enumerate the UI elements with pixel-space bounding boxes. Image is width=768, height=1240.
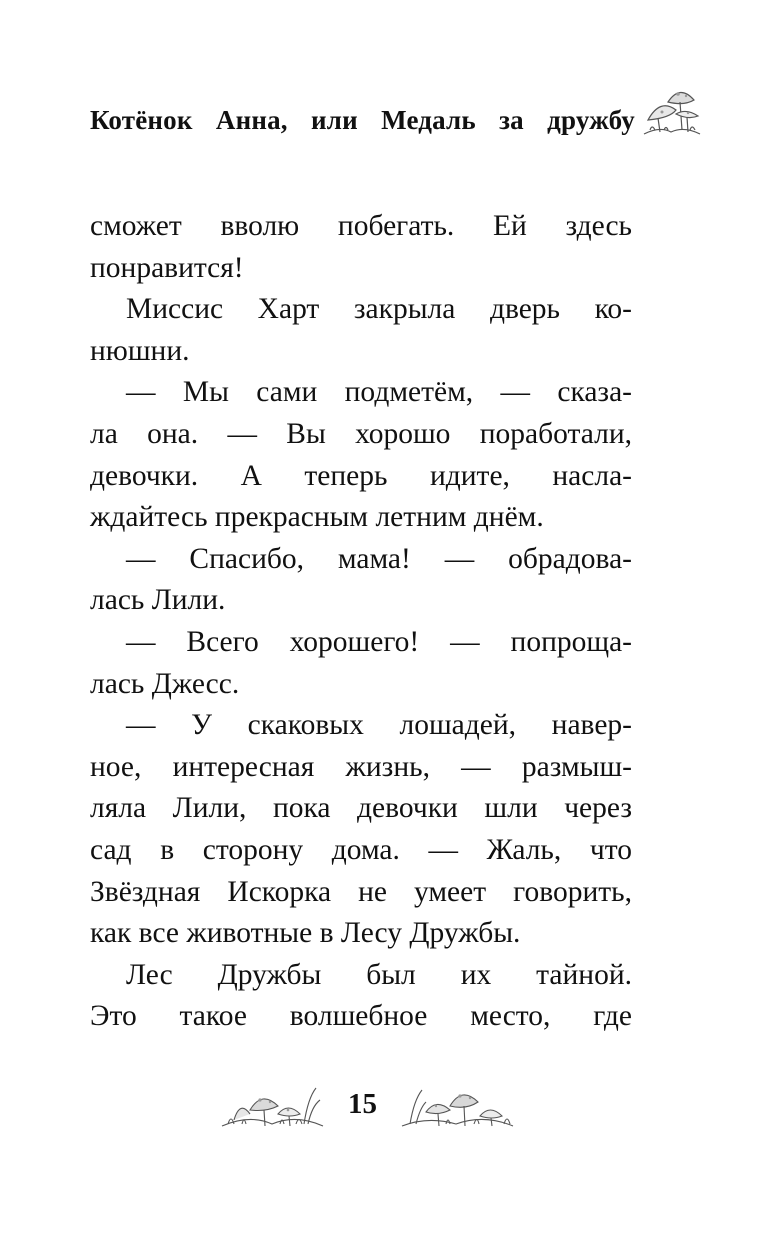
page-footer	[220, 1070, 550, 1140]
text-line: — Спасибо, мама! — обрадова-	[126, 542, 632, 575]
mushroom-grass-icon	[400, 1080, 515, 1132]
text-line: Это такое волшебное место, где	[90, 1000, 632, 1033]
text-line: как все животные в Лесу Дружбы.	[90, 917, 521, 950]
text-line: Звёздная Искорка не умеет говорить,	[90, 875, 632, 908]
text-line: сад в сторону дома. — Жаль, что	[90, 833, 632, 866]
running-head-title: Котёнок Анна, или Медаль за дружбу	[90, 104, 635, 135]
running-head	[90, 96, 635, 144]
text-line: Миссис Харт закрыла дверь ко-	[126, 293, 632, 326]
text-line: ляла Лили, пока девочки шли через	[90, 792, 632, 825]
text-line: ное, интересная жизнь, — размыш-	[90, 750, 632, 783]
text-line: — У скаковых лошадей, навер-	[126, 709, 632, 742]
text-line: девочки. А теперь идите, насла-	[90, 459, 632, 492]
text-line: — Мы сами подметём, — сказа-	[126, 376, 632, 409]
text-line: Лес Дружбы был их тайной.	[126, 958, 632, 991]
text-line: нюшни.	[90, 334, 190, 367]
text-line: понравится!	[90, 251, 244, 284]
text-line: лась Лили.	[90, 584, 226, 617]
text-line: ла она. — Вы хорошо поработали,	[90, 417, 632, 450]
body-text	[90, 206, 632, 1038]
mushroom-cluster-icon	[640, 80, 702, 142]
text-line: — Всего хорошего! — попроща-	[126, 625, 632, 658]
page-number: 15	[348, 1088, 377, 1120]
text-line: сможет вволю побегать. Ей здесь	[90, 210, 632, 242]
text-line: лась Джесс.	[90, 667, 240, 700]
mushroom-grass-icon	[220, 1080, 325, 1132]
text-line: ждайтесь прекрасным летним днём.	[90, 501, 544, 534]
